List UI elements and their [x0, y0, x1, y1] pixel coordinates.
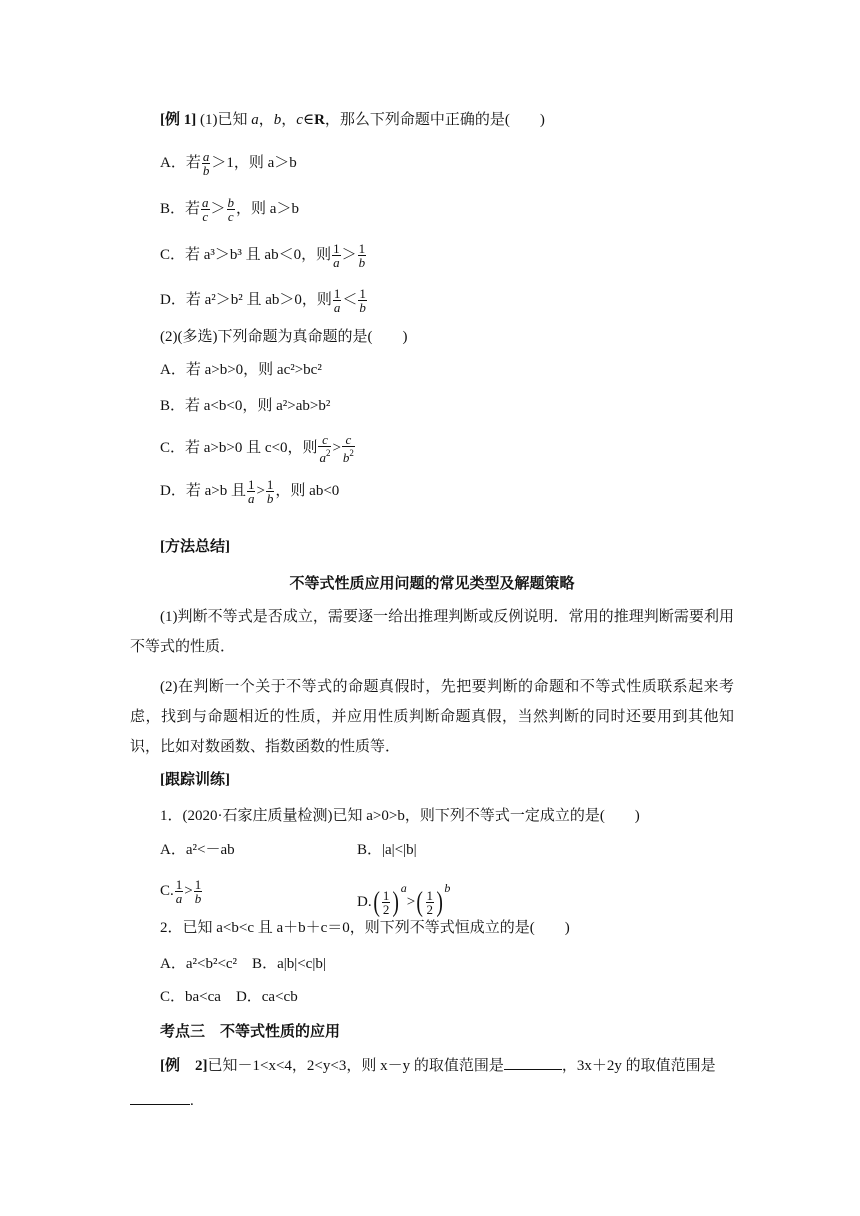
fraction: $\frac{1}{a}$ — [247, 477, 255, 506]
ex1-part2-option-c: C．若 a>b>0 且 c<0，则 $\frac{c}{a^2}$ > $\frac{c}{b^2}$ — [160, 432, 354, 465]
method-paragraph-2: (2)在判断一个关于不等式的命题真假时，先把要判断的命题和不等式性质联系起来考虑，找到与命题相近的性质，并应用性质判断命题真假，当然判断的同时还要用到其他知识，比如对数函数、指数函数的性质等． — [130, 679, 734, 755]
practice-q1-option-c: C. $\frac{1}{a}$ > $\frac{1}{b}$ — [160, 877, 202, 906]
ex1-option-c: C．若 a³＞b³ 且 ab＜0，则 $\frac{1}{a}$ ＞ $\frac{1}{b}$ — [160, 241, 366, 270]
fraction: $\frac{a}{c}$ — [202, 195, 209, 224]
fraction: $\frac{1}{b}$ — [194, 877, 202, 906]
method-title: 不等式性质应用问题的常见类型及解题策略 — [289, 576, 575, 592]
fraction: $\frac{c}{b^2}$ — [342, 432, 354, 465]
fraction: $\frac{1}{b}$ — [266, 477, 274, 506]
ex1-part2-option-d: D．若 a>b 且 $\frac{1}{a}$ > $\frac{1}{b}$ ，则 ab<0 — [160, 477, 340, 506]
answer-blank-2 — [130, 1090, 190, 1105]
practice-q1: 1．(2020·石家庄质量检测)已知 a>0>b，则下列不等式一定成立的是( ) — [160, 808, 640, 824]
fraction: $\frac{c}{a^2}$ — [319, 432, 331, 465]
fraction: $\frac{1}{2}$ — [382, 888, 390, 918]
practice-q1-option-d: D.( $\frac{1}{2}$ )$^a$>( $\frac{1}{2}$ )$^b$ — [357, 881, 451, 918]
ex1-part2-option-b: B．若 a<b<0，则 a²>ab>b² — [160, 398, 331, 414]
example-1-tag: [例 1] — [160, 112, 197, 128]
fraction: $\frac{1}{a}$ — [175, 877, 183, 906]
ex1-option-a: A．若 $\frac{a}{b}$ ＞1，则 a＞b — [160, 149, 297, 178]
practice-q2: 2．已知 a<b<c 且 a＋b＋c＝0，则下列不等式恒成立的是( ) — [160, 920, 570, 936]
example-1-header: [例 1] (1)已知 a，b，c∈R，那么下列命题中正确的是( ) — [160, 112, 545, 128]
example-2-tag: [例 2] — [160, 1058, 208, 1074]
practice-q2-options-cd: C．ba<ca D．ca<cb — [160, 989, 298, 1005]
fraction: $\frac{a}{b}$ — [202, 149, 210, 178]
practice-q1-option-a: A．a²<－ab — [160, 842, 235, 858]
practice-q1-option-b: B．|a|<|b| — [357, 842, 417, 858]
ex1-part2-question: (2)(多选)下列命题为真命题的是( ) — [160, 329, 408, 345]
practice-tag: [跟踪训练] — [160, 772, 230, 788]
fraction: $\frac{1}{b}$ — [359, 286, 366, 315]
section-3-title: 考点三 不等式性质的应用 — [160, 1024, 341, 1040]
ex1-option-b: B．若 $\frac{a}{c}$ ＞ $\frac{b}{c}$ ，则 a＞b — [160, 195, 299, 224]
fraction: $\frac{b}{c}$ — [227, 195, 235, 224]
fraction: $\frac{1}{2}$ — [426, 888, 434, 918]
example-2-line-2: . — [130, 1090, 194, 1111]
method-summary-tag: [方法总结] — [160, 539, 230, 555]
fraction: $\frac{1}{a}$ — [333, 241, 340, 270]
answer-blank-1 — [504, 1055, 562, 1070]
fraction: $\frac{1}{b}$ — [358, 241, 366, 270]
method-paragraph-1: (1)判断不等式是否成立，需要逐一给出推理判断或反例说明．常用的推理判断需要利用不等式的性质． — [130, 609, 734, 655]
fraction: $\frac{1}{a}$ — [333, 286, 341, 315]
ex1-option-d: D．若 a²＞b² 且 ab＞0，则 $\frac{1}{a}$ ＜ $\frac{1}{b}$ — [160, 286, 366, 315]
example-2-line: [例 2]已知－1<x<4，2<y<3，则 x－y 的取值范围是 ，3x＋2y 的取值范围是 — [160, 1055, 716, 1076]
practice-q2-options-ab: A．a²<b²<c² B．a|b|<c|b| — [160, 956, 326, 972]
ex1-part2-option-a: A．若 a>b>0，则 ac²>bc² — [160, 362, 322, 378]
